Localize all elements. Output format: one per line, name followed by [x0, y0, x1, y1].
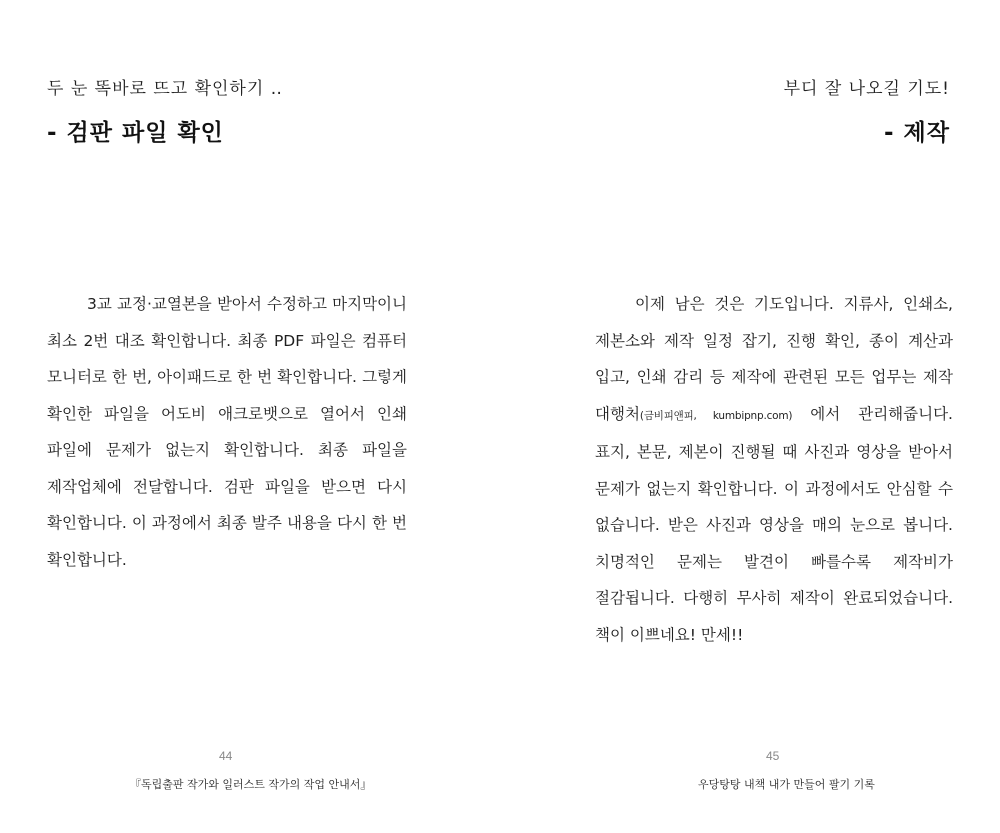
right-page-number: 45: [766, 749, 780, 763]
left-page-body: 3교 교정·교열본을 받아서 수정하고 마지막이니 최소 2번 대조 확인합니다. 최종 PDF 파일은 컴퓨터 모니터로 한 번, 아이패드로 한 번 확인합니다. 그렇게 확인한 파일을 어도비 애크로뱃으로 열어서 인쇄 파일에 문제가 없는지 확인합니다. 최종 파일을 제작업체에 전달합니다. 검판 파일을 받으면 다시 확인합니다. 이 과정에서 최종 발주 내용을 다시 한 번 확인합니다.: [47, 295, 407, 569]
right-body-text-1: 이제 남은 것은 기도입니다. 지류사, 인쇄소, 제본소와 제작 일정 잡기, 진행 확인, 종이 계산과 입고, 인쇄 감리 등 제작에 관련된 모든 업무는 제작 대행처: [595, 295, 953, 423]
left-page-subtitle: 두 눈 똑바로 뜨고 확인하기 ‥: [47, 79, 284, 99]
right-page-heading: - 제작: [884, 120, 950, 146]
right-page-subtitle: 부디 잘 나오길 기도!: [783, 79, 950, 99]
right-page: [500, 0, 1000, 833]
right-page-footer: 우당탕탕 내책 내가 만들어 팔기 기록: [698, 778, 875, 791]
right-body-text-2: 에서 관리해줍니다. 표지, 본문, 제본이 진행될 때 사진과 영상을 받아서 문제가 없는지 확인합니다. 이 과정에서도 안심할 수 없습니다. 받은 사진과 영상을 매의 눈으로 봅니다. 치명적인 문제는 발견이 빠를수록 제작비가 절감됩니다. 다행히 무사히 제작이 완료되었습니다. 책이 이쁘네요! 만세!!: [595, 404, 953, 644]
right-body-note: (금비피앤피, kumbipnp.com): [639, 409, 793, 422]
right-page-body: [595, 286, 953, 653]
left-page-heading: - 검판 파일 확인: [47, 120, 224, 146]
left-page-footer: 『독립출판 작가와 일러스트 작가의 작업 안내서』: [130, 778, 372, 791]
left-page-number: 44: [219, 749, 233, 763]
